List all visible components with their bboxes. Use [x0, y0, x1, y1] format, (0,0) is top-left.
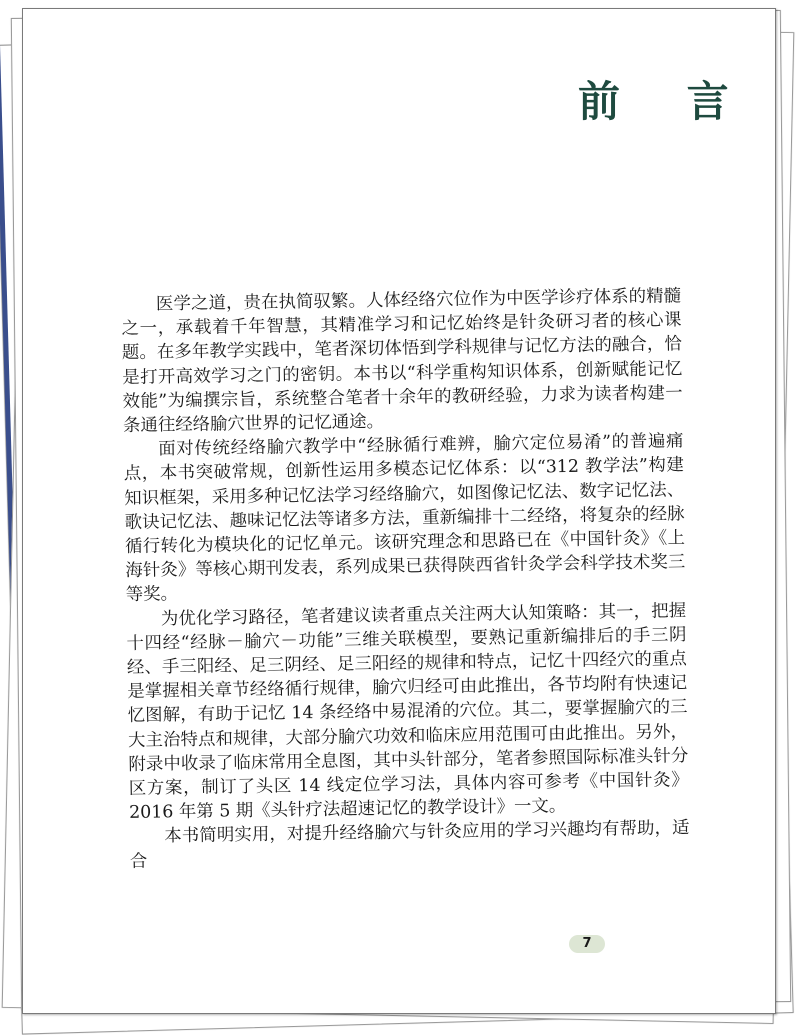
paragraph: 医学之道，贵在执简驭繁。人体经络穴位作为中医学诊疗体系的精髓之一，承载着千年智慧，其精准学习和记忆始终是针灸研习者的核心课题。在多年教学实践中，笔者深切体悟到学科规律与记忆方法的融合，恰是打开高效学习之门的密钥。本书以“科学重构知识体系，创新赋能记忆效能”为编撰宗旨，系统整合笔者十余年的教研经验，力求为读者构建一条通往经络腧穴世界的记忆通途。	[121, 286, 683, 436]
book-page	[22, 8, 776, 1014]
preface-body	[121, 284, 690, 874]
paragraph: 面对传统经络腧穴教学中“经脉循行难辨，腧穴定位易淆”的普遍痛点，本书突破常规，创新性运用多模态记忆体系：以“312 教学法”构建知识框架，采用多种记忆法学习经络腧穴，如图像记忆法、数字记忆法、歌诀记忆法、趣味记忆法等诸多方法，重新编排十二经络，将复杂的经脉循行转化为模块化的记忆单元。该研究理念和思路已在《中国针灸》《上海针灸》等核心期刊发表，系列成果已获得陕西省针灸学会科学技术奖三等奖。	[123, 431, 686, 606]
paragraph: 本书简明实用，对提升经络腧穴与针灸应用的学习兴趣均有帮助，适合	[129, 818, 690, 872]
page-title: 前 言	[578, 77, 755, 126]
page-number: 7	[569, 935, 605, 953]
paragraph: 为优化学习路径，笔者建议读者重点关注两大认知策略：其一，把握十四经“经脉－腧穴－功能”三维关联模型，要熟记重新编排后的手三阴经、手三阳经、足三阴经、足三阳经的规律和特点，记忆十四经穴的重点是掌握相关章节经络循行规律，腧穴归经可由此推出，各节均附有快速记忆图解，有助于记忆 14 条经络中易混淆的穴位。其二，要掌握腧穴的三大主治特点和规律，大部分腧穴功效和临床应用范围可由此推出。另外，附录中收录了临床常用全息图，其中头针部分，笔者参照国际标准头针分区方案，制订了头区 14 线定位学习法，具体内容可参考《中国针灸》2016 年第 5 期《头针疗法超速记忆的教学设计》一文。	[126, 600, 689, 824]
